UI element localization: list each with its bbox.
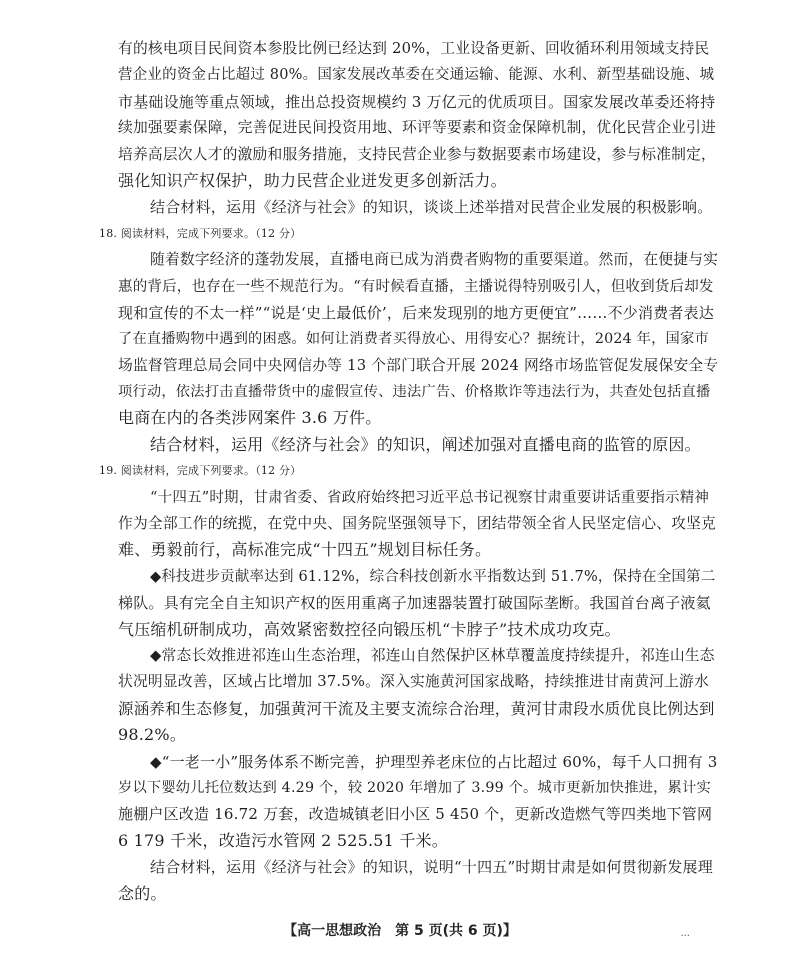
text-line: 了在直播购物中遇到的困惑。如何让消费者买得放心、用得安心？据统计，2024 年，国家市 — [118, 331, 709, 348]
text-line: 项行动，依法打击直播带货中的虚假宣传、违法广告、价格欺诈等违法行为，共查处包括直播 — [118, 384, 711, 401]
text-line: 强化知识产权保护，助力民营企业迸发更多创新活力。 — [118, 170, 507, 190]
text-line: 98.2%。 — [118, 725, 187, 745]
text-line: 有的核电项目民间资本参股比例已经达到 20%，工业设备更新、回收循环利用领域支持民 — [118, 40, 710, 57]
text-line: 场监督管理总局会同中央网信办等 13 个部门联合开展 2024 网络市场监管促发展保安全专 — [118, 356, 719, 374]
text-line: 6 179 千米，改造污水管网 2 525.51 千米。 — [118, 830, 448, 850]
question-header-19: 19. 阅读材料，完成下列要求。（12 分） — [99, 464, 302, 478]
question-prompt: 结合材料，运用《经济与社会》的知识，阐述加强对直播电商的监管的原因。 — [150, 434, 701, 454]
text-line: 电商在内的各类涉网案件 3.6 万件。 — [118, 408, 382, 428]
text-line: 现和宣传的不太一样”“说是‘史上最低价’，后来发现别的地方更便宜”……不少消费者表达 — [118, 303, 714, 322]
text-line: 念的。 — [118, 883, 167, 903]
footer-mark: ... — [680, 928, 690, 939]
text-line: 梯队。具有完全自主知识产权的医用重离子加速器装置打破国际垄断。我国首台离子液氦 — [118, 594, 711, 613]
page-content — [99, 36, 719, 907]
text-line: 源涵养和生态修复，加强黄河干流及主要支流综合治理，黄河甘肃段水质优良比例达到 — [118, 699, 715, 718]
bullet-item: ◆“一老一小”服务体系不断完善，护理型养老床位的占比超过 60%，每千人口拥有 3 — [150, 752, 718, 771]
page-footer: 【高一思想政治 第 5 页(共 6 页)】 — [283, 923, 517, 939]
text-line: 市基础设施等重点领域，推出总投资规模约 3 万亿元的优质项目。国家发展改革委还将持 — [118, 92, 716, 111]
text-line: 气压缩机研制成功，高效紧密数控径向锻压机“卡脖子”技术成功攻克。 — [118, 619, 621, 639]
bullet-item: ◆科技进步贡献率达到 61.12%，综合科技创新水平指数达到 51.7%，保持在全国第二 — [150, 568, 716, 585]
text-line: 培养高层次人才的激励和服务措施，支持民营企业参与数据要素市场建设，参与标准制定， — [118, 145, 716, 163]
text-line: “十四五”时期，甘肃省委、省政府始终把习近平总书记视察甘肃重要讲话重要指示精神 — [150, 489, 710, 506]
text-line: 作为全部工作的统揽，在党中央、国务院坚强领导下，团结带领全省人民坚定信心、攻坚克 — [118, 515, 716, 533]
text-line: 状况明显改善，区域占比增加 37.5%。深入实施黄河国家战略，持续推进甘南黄河上游水 — [118, 673, 709, 691]
text-line: 难、勇毅前行，高标准完成“十四五”规划目标任务。 — [118, 540, 492, 560]
text-line: 随着数字经济的蓬勃发展，直播电商已成为消费者购物的重要渠道。然而，在便捷与实 — [150, 251, 719, 269]
text-line: 惠的背后，也存在一些不规范行为。“有时候看直播，主播说得特别吸引人，但收到货后却发 — [118, 278, 714, 295]
text-line: 续加强要素保障，完善促进民间投资用地、环评等要素和资金保障机制，优化民营企业引进 — [118, 119, 716, 137]
text-line: 营企业的资金占比超过 80%。国家发展改革委在交通运输、能源、水利、新型基础设施、城 — [118, 67, 715, 84]
text-line: 岁以下婴幼儿托位数达到 4.29 个，较 2020 年增加了 3.99 个。城市更新加快推进，累计实 — [118, 779, 711, 796]
question-prompt: 结合材料，运用《经济与社会》的知识，说明“十四五”时期甘肃是如何贯彻新发展理 — [150, 858, 713, 877]
text-line: 施棚户区改造 16.72 万套，改造城镇老旧小区 5 450 个，更新改造燃气等四类地下管网 — [118, 805, 713, 824]
question-prompt: 结合材料，运用《经济与社会》的知识，谈谈上述举措对民营企业发展的积极影响。 — [150, 198, 713, 217]
question-header-18: 18. 阅读材料，完成下列要求。（12 分） — [99, 226, 302, 240]
bullet-item: ◆常态长效推进祁连山生态治理，祁连山自然保护区林草覆盖度持续提升，祁连山生态 — [150, 646, 715, 664]
